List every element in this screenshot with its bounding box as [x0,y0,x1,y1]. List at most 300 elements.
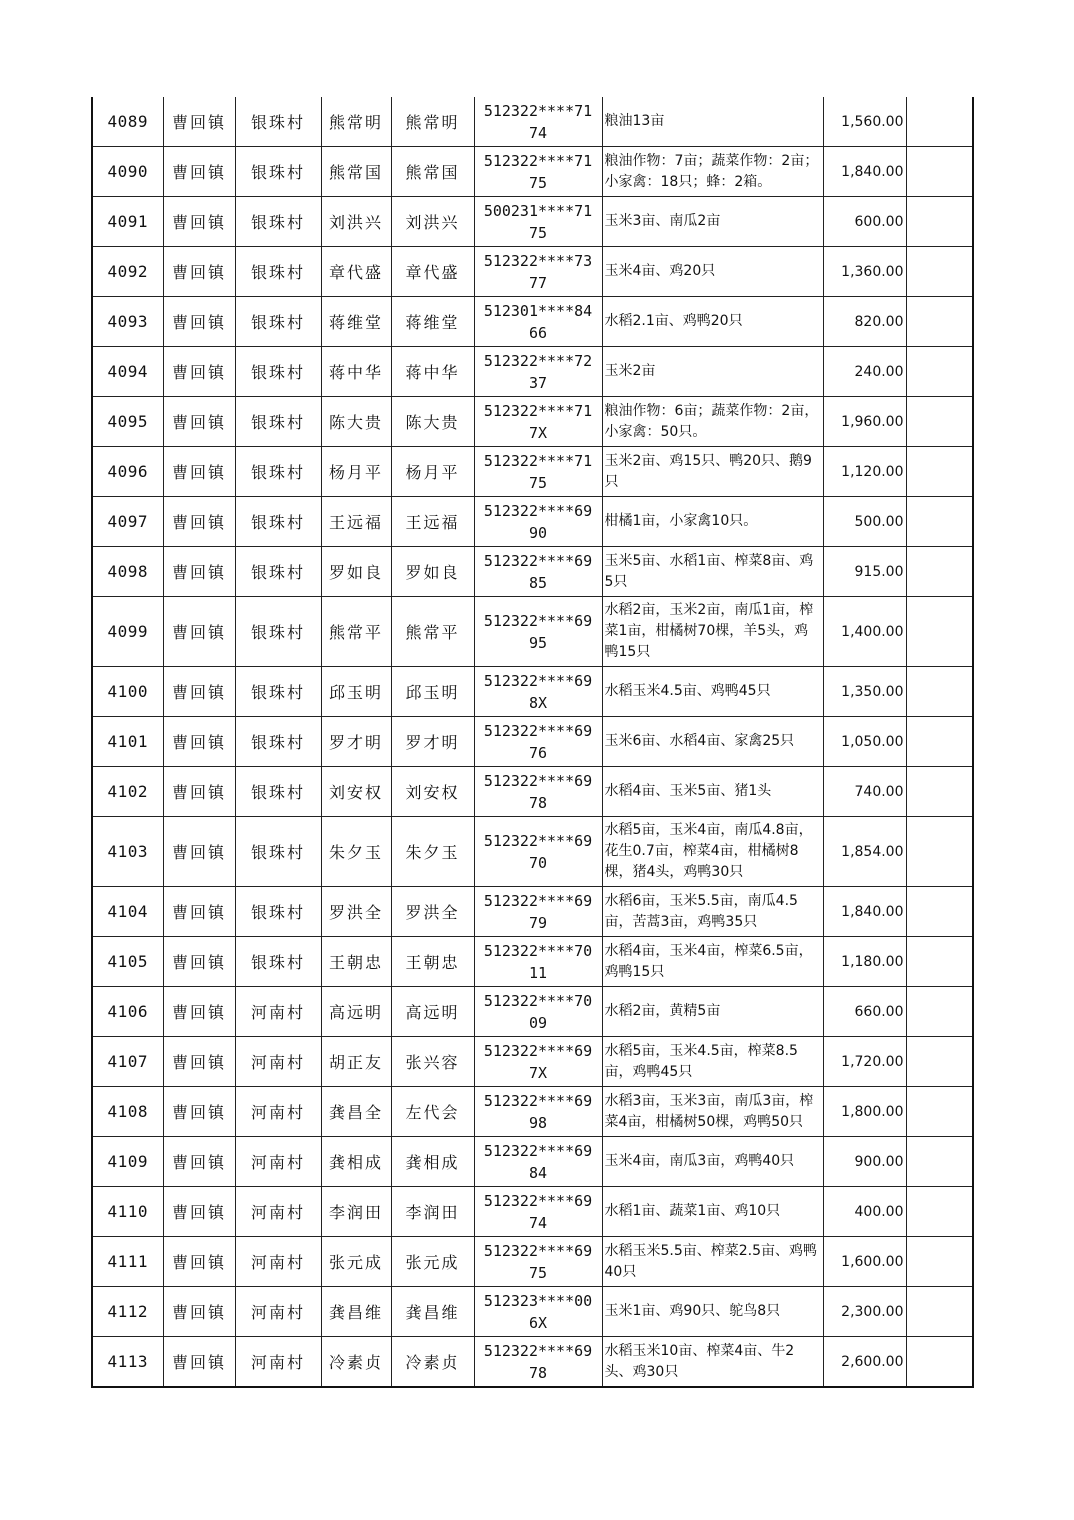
payee-cell: 章代盛 [391,247,474,297]
id-number-cell [474,717,602,767]
id-number-cell [474,397,602,447]
row-number-cell: 4089 [92,97,163,147]
village-cell: 银珠村 [235,247,321,297]
id-number-cell [474,1087,602,1137]
payee-cell: 刘安权 [391,767,474,817]
table-row [92,497,973,547]
name-cell: 蒋维堂 [321,297,391,347]
id-number-line-2: 79 [528,913,548,932]
id-number-cell [474,97,602,147]
remarks-cell [906,1187,973,1237]
payee-cell: 左代会 [391,1087,474,1137]
remarks-cell [906,597,973,667]
description-cell: 水稻4亩、玉米5亩、猪1头 [602,767,823,817]
payee-cell: 李润田 [391,1187,474,1237]
village-cell: 银珠村 [235,547,321,597]
payee-cell: 王远福 [391,497,474,547]
description-cell: 玉米4亩，南瓜3亩，鸡鸭40只 [602,1137,823,1187]
description-cell: 水稻5亩，玉米4.5亩，榨菜8.5亩，鸡鸭45只 [602,1037,823,1087]
row-number-cell: 4101 [92,717,163,767]
description-cell: 水稻玉米5.5亩、榨菜2.5亩、鸡鸭40只 [602,1237,823,1287]
payee-cell: 高远明 [391,987,474,1037]
id-number-line-1: 512322****69 [483,1241,593,1260]
remarks-cell [906,397,973,447]
amount-cell: 1,600.00 [823,1237,906,1287]
town-cell: 曹回镇 [163,817,235,887]
id-number-cell [474,817,602,887]
remarks-cell [906,717,973,767]
amount-cell: 660.00 [823,987,906,1037]
remarks-cell [906,1287,973,1337]
id-number-line-1: 512322****69 [483,551,593,570]
table-row [92,1137,973,1187]
id-number-line-1: 512322****69 [483,1091,593,1110]
town-cell: 曹回镇 [163,1187,235,1237]
row-number-cell: 4094 [92,347,163,397]
id-number-cell [474,447,602,497]
row-number-cell: 4090 [92,147,163,197]
amount-cell: 1,350.00 [823,667,906,717]
table-row [92,347,973,397]
payee-cell: 蒋维堂 [391,297,474,347]
name-cell: 章代盛 [321,247,391,297]
amount-cell: 1,180.00 [823,937,906,987]
id-number-line-2: 7X [528,423,548,442]
table-row [92,937,973,987]
id-number-cell [474,247,602,297]
table-row [92,247,973,297]
remarks-cell [906,1137,973,1187]
amount-cell: 740.00 [823,767,906,817]
village-cell: 银珠村 [235,297,321,347]
row-number-cell: 4098 [92,547,163,597]
description-cell: 柑橘1亩，小家禽10只。 [602,497,823,547]
village-cell: 银珠村 [235,147,321,197]
id-number-line-1: 512322****70 [483,941,593,960]
payee-cell: 张兴容 [391,1037,474,1087]
row-number-cell: 4105 [92,937,163,987]
town-cell: 曹回镇 [163,147,235,197]
village-cell: 银珠村 [235,97,321,147]
remarks-cell [906,97,973,147]
table-row [92,297,973,347]
description-cell: 水稻4亩，玉米4亩，榨菜6.5亩，鸡鸭15只 [602,937,823,987]
id-number-line-2: 95 [528,633,548,652]
town-cell: 曹回镇 [163,1237,235,1287]
village-cell: 河南村 [235,987,321,1037]
id-number-line-2: 75 [528,173,548,192]
row-number-cell: 4092 [92,247,163,297]
id-number-line-2: 78 [528,1363,548,1382]
village-cell: 银珠村 [235,817,321,887]
payee-cell: 罗如良 [391,547,474,597]
name-cell: 龚昌全 [321,1087,391,1137]
subsidy-table-sheet [91,97,972,1388]
name-cell: 张元成 [321,1237,391,1287]
town-cell: 曹回镇 [163,667,235,717]
town-cell: 曹回镇 [163,247,235,297]
payee-cell: 杨月平 [391,447,474,497]
payee-cell: 罗洪全 [391,887,474,937]
table-row [92,1287,973,1337]
village-cell: 银珠村 [235,447,321,497]
description-cell: 水稻玉米10亩、榨菜4亩、牛2头、鸡30只 [602,1337,823,1388]
village-cell: 河南村 [235,1137,321,1187]
town-cell: 曹回镇 [163,717,235,767]
name-cell: 王远福 [321,497,391,547]
name-cell: 陈大贵 [321,397,391,447]
town-cell: 曹回镇 [163,197,235,247]
name-cell: 王朝忠 [321,937,391,987]
id-number-line-2: 85 [528,573,548,592]
description-cell: 水稻6亩，玉米5.5亩，南瓜4.5亩，苦蒿3亩，鸡鸭35只 [602,887,823,937]
payee-cell: 熊常明 [391,97,474,147]
id-number-cell [474,667,602,717]
amount-cell: 1,050.00 [823,717,906,767]
table-row [92,97,973,147]
village-cell: 河南村 [235,1187,321,1237]
id-number-line-2: 37 [528,373,548,392]
town-cell: 曹回镇 [163,547,235,597]
payee-cell: 熊常国 [391,147,474,197]
town-cell: 曹回镇 [163,1337,235,1388]
row-number-cell: 4112 [92,1287,163,1337]
amount-cell: 1,120.00 [823,447,906,497]
row-number-cell: 4095 [92,397,163,447]
name-cell: 朱夕玉 [321,817,391,887]
description-cell: 玉米2亩、鸡15只、鸭20只、鹅9只 [602,447,823,497]
town-cell: 曹回镇 [163,937,235,987]
table-row [92,1037,973,1087]
table-row [92,397,973,447]
amount-cell: 240.00 [823,347,906,397]
id-number-line-2: 09 [528,1013,548,1032]
id-number-line-1: 512322****71 [483,401,593,420]
name-cell: 熊常明 [321,97,391,147]
row-number-cell: 4107 [92,1037,163,1087]
payee-cell: 罗才明 [391,717,474,767]
payee-cell: 朱夕玉 [391,817,474,887]
town-cell: 曹回镇 [163,447,235,497]
row-number-cell: 4113 [92,1337,163,1388]
row-number-cell: 4103 [92,817,163,887]
payee-cell: 龚相成 [391,1137,474,1187]
town-cell: 曹回镇 [163,767,235,817]
village-cell: 银珠村 [235,497,321,547]
id-number-cell [474,297,602,347]
id-number-line-1: 512301****84 [483,301,593,320]
name-cell: 邱玉明 [321,667,391,717]
row-number-cell: 4097 [92,497,163,547]
payee-cell: 刘洪兴 [391,197,474,247]
table-row [92,1237,973,1287]
village-cell: 河南村 [235,1287,321,1337]
id-number-line-2: 11 [528,963,548,982]
payee-cell: 熊常平 [391,597,474,667]
payee-cell: 冷素贞 [391,1337,474,1388]
id-number-line-1: 512322****69 [483,671,593,690]
id-number-cell [474,1337,602,1388]
description-cell: 粮油作物：7亩；蔬菜作物：2亩；小家禽：18只；蜂：2箱。 [602,147,823,197]
description-cell: 水稻2.1亩、鸡鸭20只 [602,297,823,347]
village-cell: 银珠村 [235,887,321,937]
village-cell: 银珠村 [235,767,321,817]
remarks-cell [906,1337,973,1388]
id-number-line-1: 512322****69 [483,1041,593,1060]
id-number-line-2: 98 [528,1113,548,1132]
id-number-line-1: 512322****71 [483,101,593,120]
name-cell: 罗洪全 [321,887,391,937]
id-number-line-1: 512323****00 [483,1291,593,1310]
payee-cell: 邱玉明 [391,667,474,717]
id-number-line-1: 512322****72 [483,351,593,370]
table-row [92,717,973,767]
amount-cell: 820.00 [823,297,906,347]
description-cell: 玉米2亩 [602,347,823,397]
id-number-line-1: 512322****69 [483,721,593,740]
village-cell: 银珠村 [235,197,321,247]
description-cell: 水稻3亩，玉米3亩，南瓜3亩，榨菜4亩，柑橘树50棵，鸡鸭50只 [602,1087,823,1137]
id-number-line-1: 512322****71 [483,451,593,470]
id-number-cell [474,887,602,937]
village-cell: 河南村 [235,1037,321,1087]
amount-cell: 400.00 [823,1187,906,1237]
amount-cell: 1,840.00 [823,887,906,937]
payee-cell: 王朝忠 [391,937,474,987]
id-number-line-1: 512322****69 [483,1341,593,1360]
id-number-line-2: 70 [528,853,548,872]
description-cell: 粮油作物：6亩；蔬菜作物：2亩，小家禽：50只。 [602,397,823,447]
id-number-cell [474,597,602,667]
id-number-cell [474,197,602,247]
amount-cell: 900.00 [823,1137,906,1187]
description-cell: 玉米5亩、水稻1亩、榨菜8亩、鸡5只 [602,547,823,597]
remarks-cell [906,767,973,817]
village-cell: 银珠村 [235,667,321,717]
id-number-cell [474,497,602,547]
name-cell: 李润田 [321,1187,391,1237]
village-cell: 河南村 [235,1237,321,1287]
town-cell: 曹回镇 [163,987,235,1037]
id-number-line-2: 74 [528,123,548,142]
table-row [92,767,973,817]
id-number-line-1: 500231****71 [483,201,593,220]
description-cell: 水稻2亩，玉米2亩，南瓜1亩，榨菜1亩，柑橘树70棵，羊5头，鸡鸭15只 [602,597,823,667]
village-cell: 银珠村 [235,597,321,667]
id-number-line-1: 512322****69 [483,831,593,850]
amount-cell: 915.00 [823,547,906,597]
id-number-cell [474,987,602,1037]
id-number-line-2: 76 [528,743,548,762]
remarks-cell [906,937,973,987]
id-number-line-2: 90 [528,523,548,542]
id-number-line-1: 512322****69 [483,611,593,630]
id-number-line-2: 66 [528,323,548,342]
table-row [92,147,973,197]
row-number-cell: 4093 [92,297,163,347]
id-number-line-2: 75 [528,223,548,242]
description-cell: 玉米4亩、鸡20只 [602,247,823,297]
name-cell: 杨月平 [321,447,391,497]
payee-cell: 张元成 [391,1237,474,1287]
amount-cell: 600.00 [823,197,906,247]
remarks-cell [906,1237,973,1287]
table-row [92,667,973,717]
id-number-line-2: 77 [528,273,548,292]
table-row [92,887,973,937]
id-number-line-2: 8X [528,693,548,712]
row-number-cell: 4108 [92,1087,163,1137]
table-row [92,197,973,247]
amount-cell: 1,360.00 [823,247,906,297]
remarks-cell [906,447,973,497]
remarks-cell [906,297,973,347]
id-number-line-1: 512322****69 [483,501,593,520]
row-number-cell: 4096 [92,447,163,497]
table-row [92,1337,973,1388]
town-cell: 曹回镇 [163,887,235,937]
id-number-line-1: 512322****71 [483,151,593,170]
amount-cell: 1,560.00 [823,97,906,147]
id-number-cell [474,1137,602,1187]
id-number-cell [474,1237,602,1287]
table-row [92,987,973,1037]
remarks-cell [906,347,973,397]
table-row [92,447,973,497]
amount-cell: 1,400.00 [823,597,906,667]
payee-cell: 龚昌维 [391,1287,474,1337]
row-number-cell: 4109 [92,1137,163,1187]
id-number-line-1: 512322****69 [483,891,593,910]
town-cell: 曹回镇 [163,497,235,547]
name-cell: 罗才明 [321,717,391,767]
row-number-cell: 4091 [92,197,163,247]
payee-cell: 陈大贵 [391,397,474,447]
description-cell: 玉米1亩、鸡90只、鸵鸟8只 [602,1287,823,1337]
town-cell: 曹回镇 [163,97,235,147]
name-cell: 熊常平 [321,597,391,667]
id-number-line-2: 6X [528,1313,548,1332]
town-cell: 曹回镇 [163,397,235,447]
amount-cell: 500.00 [823,497,906,547]
village-cell: 银珠村 [235,347,321,397]
amount-cell: 2,600.00 [823,1337,906,1388]
amount-cell: 1,840.00 [823,147,906,197]
row-number-cell: 4106 [92,987,163,1037]
town-cell: 曹回镇 [163,1287,235,1337]
id-number-line-1: 512322****70 [483,991,593,1010]
name-cell: 刘洪兴 [321,197,391,247]
remarks-cell [906,247,973,297]
town-cell: 曹回镇 [163,597,235,667]
row-number-cell: 4111 [92,1237,163,1287]
village-cell: 河南村 [235,1087,321,1137]
id-number-line-2: 75 [528,473,548,492]
remarks-cell [906,987,973,1037]
village-cell: 河南村 [235,1337,321,1388]
town-cell: 曹回镇 [163,347,235,397]
description-cell: 玉米6亩、水稻4亩、家禽25只 [602,717,823,767]
name-cell: 龚相成 [321,1137,391,1187]
amount-cell: 2,300.00 [823,1287,906,1337]
name-cell: 胡正友 [321,1037,391,1087]
row-number-cell: 4102 [92,767,163,817]
table-row [92,1187,973,1237]
remarks-cell [906,667,973,717]
id-number-line-1: 512322****73 [483,251,593,270]
id-number-cell [474,1287,602,1337]
id-number-cell [474,937,602,987]
remarks-cell [906,497,973,547]
id-number-cell [474,347,602,397]
remarks-cell [906,197,973,247]
row-number-cell: 4110 [92,1187,163,1237]
village-cell: 银珠村 [235,717,321,767]
id-number-line-2: 78 [528,793,548,812]
id-number-cell [474,1187,602,1237]
table-row [92,597,973,667]
id-number-line-2: 7X [528,1063,548,1082]
id-number-line-1: 512322****69 [483,771,593,790]
remarks-cell [906,887,973,937]
table-row [92,817,973,887]
description-cell: 玉米3亩、南瓜2亩 [602,197,823,247]
payee-cell: 蒋中华 [391,347,474,397]
id-number-line-2: 75 [528,1263,548,1282]
subsidy-table [91,97,974,1388]
table-body [92,97,973,1387]
town-cell: 曹回镇 [163,1137,235,1187]
remarks-cell [906,147,973,197]
id-number-cell [474,547,602,597]
id-number-cell [474,767,602,817]
town-cell: 曹回镇 [163,1087,235,1137]
id-number-line-2: 74 [528,1213,548,1232]
town-cell: 曹回镇 [163,297,235,347]
remarks-cell [906,817,973,887]
name-cell: 龚昌维 [321,1287,391,1337]
id-number-line-1: 512322****69 [483,1191,593,1210]
table-row [92,1087,973,1137]
id-number-cell [474,1037,602,1087]
row-number-cell: 4104 [92,887,163,937]
name-cell: 刘安权 [321,767,391,817]
remarks-cell [906,1037,973,1087]
village-cell: 银珠村 [235,937,321,987]
name-cell: 熊常国 [321,147,391,197]
description-cell: 粮油13亩 [602,97,823,147]
amount-cell: 1,960.00 [823,397,906,447]
row-number-cell: 4099 [92,597,163,667]
name-cell: 蒋中华 [321,347,391,397]
description-cell: 水稻1亩、蔬菜1亩、鸡10只 [602,1187,823,1237]
amount-cell: 1,800.00 [823,1087,906,1137]
id-number-line-1: 512322****69 [483,1141,593,1160]
amount-cell: 1,854.00 [823,817,906,887]
name-cell: 罗如良 [321,547,391,597]
description-cell: 水稻玉米4.5亩、鸡鸭45只 [602,667,823,717]
remarks-cell [906,1087,973,1137]
name-cell: 高远明 [321,987,391,1037]
id-number-line-2: 84 [528,1163,548,1182]
description-cell: 水稻2亩，黄精5亩 [602,987,823,1037]
table-row [92,547,973,597]
village-cell: 银珠村 [235,397,321,447]
amount-cell: 1,720.00 [823,1037,906,1087]
description-cell: 水稻5亩，玉米4亩，南瓜4.8亩，花生0.7亩，榨菜4亩，柑橘树8棵，猪4头，鸡鸭30只 [602,817,823,887]
id-number-cell [474,147,602,197]
name-cell: 冷素贞 [321,1337,391,1388]
